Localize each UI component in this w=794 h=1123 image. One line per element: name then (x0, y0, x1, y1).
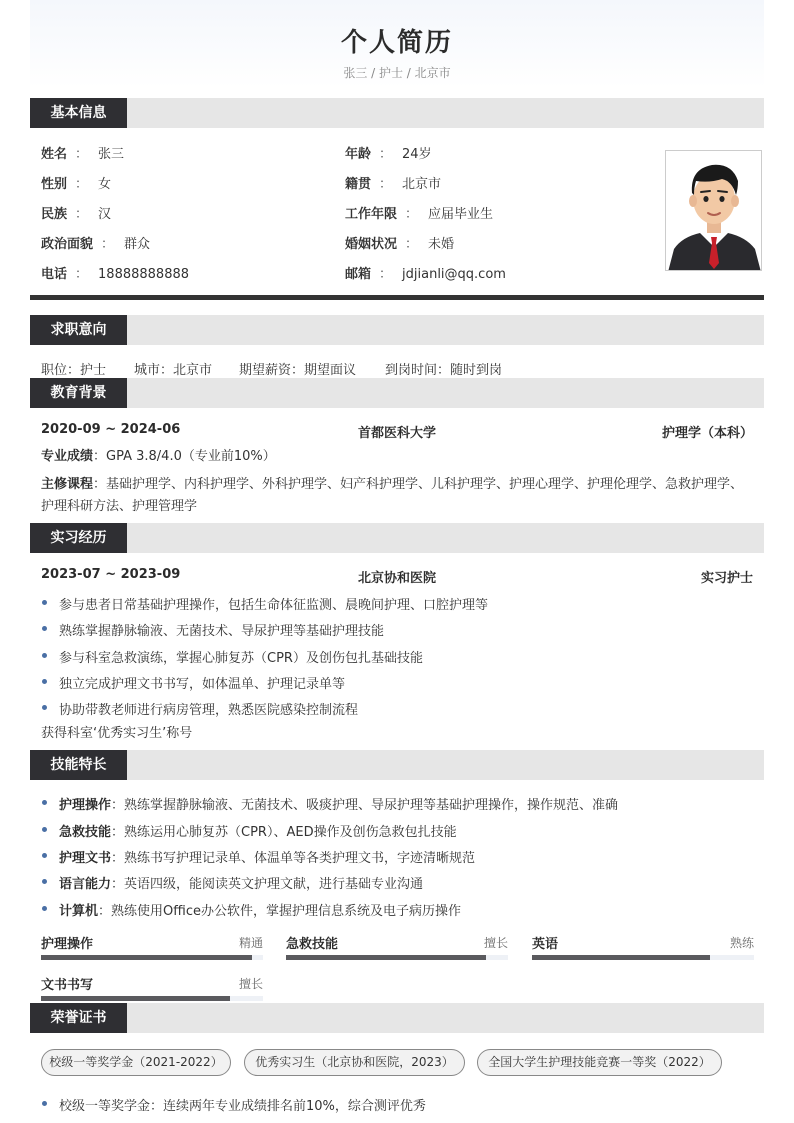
internship-header-row (41, 567, 753, 587)
resume-header (30, 0, 764, 88)
list-item: 参与患者日常基础护理操作，包括生命体征监测、晨晚间护理、口腔护理等 (41, 594, 753, 613)
section-title-education: 教育背景 (30, 378, 127, 408)
section-skills (30, 750, 764, 780)
section-education (30, 378, 764, 408)
page-subtitle: 张三 / 护士 / 北京市 (343, 66, 451, 80)
honor-tag: 优秀实习生（北京协和医院，2023） (244, 1049, 465, 1076)
internship-role: 实习护士 (700, 571, 753, 586)
section-honors (30, 1003, 764, 1033)
skill-bar-fill (41, 955, 252, 960)
avatar (665, 150, 762, 271)
intent-start-time: 到岗时间：随时到岗 (385, 363, 503, 378)
internship-org: 北京协和医院 (357, 571, 436, 586)
list-item: 熟练掌握静脉输液、无菌技术、导尿护理等基础护理技能 (41, 620, 753, 639)
education-period: 2020-09 ~ 2024-06 (41, 422, 181, 437)
section-divider (30, 295, 764, 300)
section-title-basic: 基本信息 (30, 98, 127, 128)
list-item: 参与科室急救演练，掌握心肺复苏（CPR）及创伤包扎基础技能 (41, 647, 753, 666)
info-hometown: 籍贯 ： 北京市 (345, 177, 442, 192)
info-ethnicity: 民族 ： 汉 (41, 207, 112, 222)
info-phone: 电话 ： 18888888888 (41, 267, 190, 282)
list-item: 语言能力：英语四级，能阅读英文护理文献，进行基础专业沟通 (41, 873, 753, 892)
section-internship (30, 523, 764, 553)
education-major: 护理学（本科） (661, 426, 753, 441)
internship-note: 获得科室‘优秀实习生’称号 (41, 726, 193, 741)
info-gender: 性别 ： 女 (41, 177, 112, 192)
list-item: 计算机：熟练使用Office办公软件，掌握护理信息系统及电子病历操作 (41, 900, 753, 919)
info-experience: 工作年限 ： 应届毕业生 (345, 207, 494, 222)
list-item: 护理操作：熟练掌握静脉输液、无菌技术、吸痰护理、导尿护理等基础护理操作，操作规范、准确 (41, 794, 753, 813)
info-political: 政治面貌 ： 群众 (41, 237, 151, 252)
skill-bar-english: 英语 熟练 (532, 933, 754, 959)
info-age: 年龄 ： 24岁 (345, 147, 432, 162)
section-title-skills: 技能特长 (30, 750, 127, 780)
avatar-portrait-icon (666, 151, 762, 271)
skill-bar-nursing: 护理操作 精通 (41, 933, 263, 959)
page-title: 个人简历 (340, 28, 453, 58)
section-job-intent (30, 315, 764, 345)
intent-city: 城市：北京市 (134, 363, 213, 378)
list-item: 急救技能：熟练运用心肺复苏（CPR）、AED操作及创伤急救包扎技能 (41, 821, 753, 840)
section-title-honors: 荣誉证书 (30, 1003, 127, 1033)
skill-bar-fill (532, 955, 710, 960)
list-item: 校级一等奖学金：连续两年专业成绩排名前10%，综合测评优秀 (41, 1095, 753, 1114)
education-header-row (41, 422, 753, 442)
info-email: 邮箱 ： jdjianli@qq.com (345, 267, 506, 282)
section-title-internship: 实习经历 (30, 523, 127, 553)
honor-tag: 校级一等奖学金（2021-2022） (41, 1049, 231, 1076)
section-title-intent: 求职意向 (30, 315, 127, 345)
info-name: 姓名 ： 张三 (41, 147, 125, 162)
education-school: 首都医科大学 (357, 426, 436, 441)
intent-salary: 期望薪资：期望面议 (239, 363, 357, 378)
resume-page (30, 0, 764, 1123)
list-item: 独立完成护理文书书写，如体温单、护理记录单等 (41, 673, 753, 692)
skill-bar-fill (41, 996, 230, 1001)
honor-tag: 全国大学生护理技能竞赛一等奖（2022） (477, 1049, 722, 1076)
list-item: 护理文书：熟练书写护理记录单、体温单等各类护理文书，字迹清晰规范 (41, 847, 753, 866)
intent-position: 职位：护士 (41, 363, 107, 378)
skill-bar-fill (286, 955, 486, 960)
education-gpa: 专业成绩：GPA 3.8/4.0（专业前10%） (41, 449, 276, 464)
internship-period: 2023-07 ~ 2023-09 (41, 567, 181, 582)
skill-bar-documentation: 文书书写 擅长 (41, 974, 263, 1000)
education-courses: 主修课程：基础护理学、内科护理学、外科护理学、妇产科护理学、儿科护理学、护理心理学、护理伦理学、急救护理学、护理科研方法、护理管理学 (41, 477, 744, 514)
list-item: 协助带教老师进行病房管理，熟悉医院感染控制流程 (41, 699, 753, 718)
skill-bar-emergency: 急救技能 擅长 (286, 933, 508, 959)
section-basic-info (30, 98, 764, 128)
info-marital: 婚姻状况 ： 未婚 (345, 237, 455, 252)
